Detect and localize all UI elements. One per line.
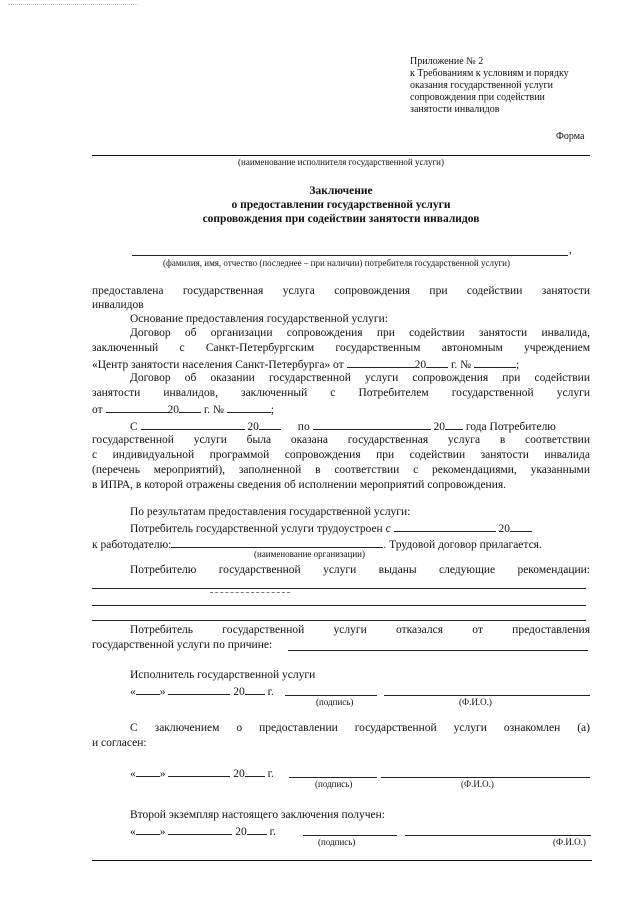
acquainted-date-line (130, 765, 274, 781)
contract1-year: 20 (414, 359, 427, 371)
month-field (168, 823, 232, 835)
recipient-comma: , (569, 244, 572, 256)
bottom-rule (92, 860, 592, 861)
period-line-1 (130, 418, 556, 434)
executor-date-line (130, 683, 274, 699)
fio-caption: (Ф.И.О.) (553, 837, 586, 847)
contract1-line: Договор об организации сопровождения при содействии занятости инвалида, (130, 327, 590, 339)
year-field (245, 765, 265, 777)
quote-close: » (159, 826, 166, 838)
appendix-line: сопровождения при содействии (410, 92, 545, 103)
acquainted-line: и согласен: (92, 737, 147, 749)
period-line: (перечень мероприятий), заполненной в соответствии с рекомендациями, указанными (92, 464, 590, 476)
period-tail: года Потребителю (465, 421, 556, 433)
service-provided-line: предоставлена государственная услуга сопровождения при содействии занятости (92, 285, 590, 297)
appendix-line: Приложение № 2 (410, 56, 484, 67)
contract2-year-field (179, 401, 201, 413)
period-line: государственной услуги была оказана государственная услуга в соответствии (92, 434, 590, 446)
year-field (245, 683, 265, 695)
contract1-line-3 (92, 356, 519, 372)
acquainted-line: С заключением о предоставлении государственной услуги ознакомлен (а) (130, 722, 590, 734)
fio-caption: (Ф.И.О.) (461, 779, 494, 789)
period-end-date-field (313, 418, 431, 430)
copy-received-label: Второй экземпляр настоящего заключения получен: (130, 809, 385, 821)
day-field (136, 683, 160, 695)
scan-artifact (8, 4, 138, 5)
contract1-date-field (347, 356, 415, 368)
period-to: по (297, 421, 310, 433)
acquainted-signature-field (289, 777, 377, 778)
refused-reason-label: государственной услуги по причине: (92, 639, 273, 651)
year-suffix: г. (267, 768, 274, 780)
quote-close: » (159, 686, 166, 698)
contract2-number-field (227, 401, 271, 413)
appendix-line: занятости инвалидов (410, 104, 500, 115)
year-field (247, 823, 267, 835)
signature-caption: (подпись) (315, 779, 353, 789)
contract2-from: от (92, 404, 103, 416)
period-year-2-field (445, 418, 463, 430)
recommendations-line (92, 605, 586, 606)
copy-fio-field (405, 835, 591, 836)
period-year-1: 20 (247, 421, 259, 433)
quote-open: « (130, 686, 136, 698)
recipient-caption: (фамилия, имя, отчество (последнее – при наличии) потребителя государственной услуги) (163, 258, 510, 268)
recommendations-dashes (210, 592, 290, 593)
year-suffix: г. (267, 686, 274, 698)
quote-open: « (130, 826, 136, 838)
appendix-line: оказания государственной услуги (410, 80, 553, 91)
recipient-name-line (132, 255, 568, 256)
service-provided-line: инвалидов (92, 299, 144, 311)
employed-text: Потребитель государственной услуги трудоустроен с (130, 523, 391, 535)
employer-contract: . Трудовой договор прилагается. (383, 539, 542, 551)
day-field (136, 823, 160, 835)
period-start-date-field (141, 418, 245, 430)
employer-name-field (171, 536, 383, 548)
contract2-line-3 (92, 401, 274, 417)
contract2-line: занятости инвалидов, заключенный с Потребителем государственной услуги (92, 387, 590, 399)
contract2-number-label: г. № (203, 404, 225, 416)
contract2-date-field (106, 401, 168, 413)
employed-year: 20 (498, 523, 510, 535)
quote-open: « (130, 768, 136, 780)
executor-signature-label: Исполнитель государственной услуги (130, 669, 316, 681)
quote-close: » (159, 768, 166, 780)
period-year-2: 20 (433, 421, 445, 433)
copy-date-line (130, 823, 276, 839)
employed-year-field (510, 520, 532, 532)
month-field (168, 765, 230, 777)
signature-caption: (подпись) (318, 837, 356, 847)
year-suffix: г. (269, 826, 276, 838)
month-field (168, 683, 230, 695)
contract1-line: заключенный с Санкт-Петербургским государственным автономным учреждением (92, 342, 590, 354)
period-line: в ИПРА, в которой отражены сведения об исполнении мероприятий сопровождения. (92, 479, 507, 491)
recommendations-line (92, 588, 586, 589)
signature-caption: (подпись) (316, 697, 354, 707)
employer-label: к работодателю: (92, 539, 172, 551)
period-from: С (130, 421, 138, 433)
document-title (92, 184, 590, 226)
employed-date-field (394, 520, 496, 532)
copy-signature-field (303, 835, 397, 836)
recommendations-line (92, 620, 586, 621)
period-year-1-field (259, 418, 281, 430)
title-line: о предоставлении государственной услуги (231, 199, 451, 211)
year-label: 20 (233, 768, 245, 780)
recommendations-label: Потребителю государственной услуги выданы следующие рекомендации: (130, 564, 590, 576)
form-label: Форма (556, 131, 585, 142)
contract1-year-field (426, 356, 448, 368)
refused-reason-field (288, 650, 588, 651)
fio-caption: (Ф.И.О.) (459, 697, 492, 707)
year-label: 20 (235, 826, 247, 838)
period-line: с индивидуальной программой сопровождения при содействии занятости инвалида (92, 449, 590, 461)
day-field (136, 765, 160, 777)
contract1-text: «Центр занятости населения Санкт-Петербурга» от (92, 359, 344, 371)
contract2-year: 20 (167, 404, 179, 416)
refused-line-2 (92, 638, 272, 652)
title-line: Заключение (309, 185, 373, 197)
basis-heading: Основание предоставления государственной услуги: (130, 313, 388, 325)
executor-line (92, 155, 590, 156)
results-heading: По результатам предоставления государственной услуги: (130, 506, 411, 518)
year-label: 20 (233, 686, 245, 698)
acquainted-fio-field (381, 777, 590, 778)
contract2-end: ; (270, 404, 275, 416)
contract2-line: Договор об оказании государственной услуги сопровождения при содействии (130, 372, 590, 384)
appendix-line: к Требованиям к условиям и порядку (410, 68, 569, 79)
contract1-number-field (474, 356, 516, 368)
contract1-number-label: г. № (450, 359, 472, 371)
refused-line: Потребитель государственной услуги отказался от предоставления (130, 624, 590, 636)
title-line: сопровождения при содействии занятости инвалидов (202, 213, 480, 225)
executor-fio-field (384, 695, 590, 696)
executor-caption: (наименование исполнителя государственной услуги) (238, 157, 444, 167)
employed-line (130, 520, 532, 536)
executor-signature-field (285, 695, 377, 696)
appendix-block (410, 56, 569, 116)
contract1-end: ; (515, 359, 520, 371)
employer-caption: (наименование организации) (254, 549, 365, 559)
